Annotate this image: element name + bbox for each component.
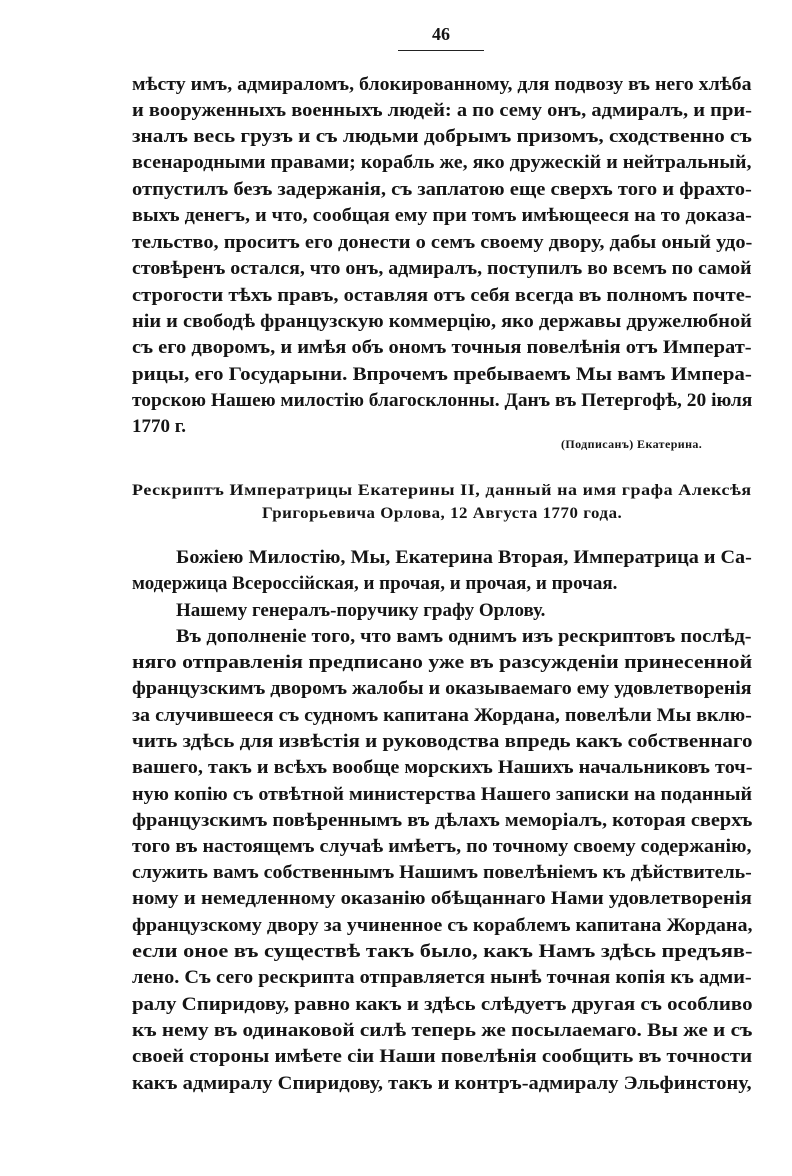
text-line: выхъ денегъ, и что, сообщая ему при томъ имѣющееся на то доказа-: [132, 205, 752, 226]
page-number: 46: [432, 24, 450, 44]
text-line: ніи и свободѣ французскую коммерцію, яко державы дружелюбной: [132, 311, 752, 332]
heading-line: Рескриптъ Императрицы Екатерины II, данный на имя графа Алексѣя: [132, 482, 752, 499]
text-line: вашего, такъ и всѣхъ вообще морскихъ Нашихъ начальниковъ точ-: [132, 757, 753, 778]
text-line: строгости тѣхъ правъ, оставляя отъ себя всегда въ полномъ почте-: [132, 285, 752, 306]
text-line: своей стороны имѣете сіи Наши повелѣнія сообщить въ точности: [132, 1046, 753, 1067]
text-line: если оное въ существѣ такъ было, какъ Намъ здѣсь предъяв-: [132, 941, 753, 962]
text-line: служить вамъ собственнымъ Нашимъ повелѣніемъ къ дѣйствитель-: [132, 862, 752, 883]
text-line: всенародными правами; корабль же, яко дружескій и нейтральный,: [132, 152, 752, 173]
text-line: стовѣренъ остался, что онъ, адмиралъ, поступилъ во всемъ по самой: [132, 258, 752, 279]
text-line: французскимъ повѣреннымъ въ дѣлахъ меморіалъ, которая сверхъ: [132, 810, 753, 831]
text-line: Въ дополненіе того, что вамъ однимъ изъ рескриптовъ послѣд-: [176, 626, 752, 647]
text-line: Божіею Милостію, Мы, Екатерина Вторая, Императрица и Са-: [176, 547, 752, 568]
text-line: торскою Нашею милостію благосклонны. Данъ въ Петергофѣ, 20 іюля: [132, 390, 753, 411]
text-line: отпустилъ безъ задержанія, съ заплатою еще сверхъ того и фрахто-: [132, 179, 752, 200]
text-line: французскимъ дворомъ жалобы и оказываемаго ему удовлетворенія: [132, 678, 752, 699]
text-line: няго отправленія предписано уже въ разсужденіи принесенной: [132, 652, 753, 673]
heading-line: Григорьевича Орлова, 12 Августа 1770 года.: [262, 505, 623, 522]
text-line: чить здѣсь для извѣстія и руководства впредь какъ собственнаго: [132, 731, 753, 752]
text-line: 1770 г.: [132, 416, 186, 437]
text-line: и вооруженныхъ военныхъ людей: а по сему онъ, адмиралъ, и при-: [132, 100, 752, 121]
text-line: Нашему генералъ-поручику графу Орлову.: [176, 600, 546, 621]
text-line: французскому двору за учиненное съ кораблемъ капитана Жордана,: [132, 915, 753, 936]
text-line: ную копію съ отвѣтной министерства Нашего записки на поданный: [132, 784, 753, 805]
text-line: за случившееся съ судномъ капитана Жордана, повелѣли Мы вклю-: [132, 705, 752, 726]
page-number-rule: [398, 50, 484, 51]
text-line: рицы, его Государыни. Впрочемъ пребываемъ Мы вамъ Импера-: [132, 364, 752, 385]
text-line: съ его дворомъ, и имѣя объ ономъ точныя повелѣнія отъ Императ-: [132, 337, 752, 358]
text-line: зналъ весь грузъ и съ людьми добрымъ призомъ, сходственно съ: [132, 126, 752, 147]
signature: (Подписанъ) Екатерина.: [561, 437, 703, 451]
text-line: къ нему въ одинаковой силѣ теперь же посылаемаго. Вы же и съ: [132, 1020, 753, 1041]
text-line: лено. Съ сего рескрипта отправляется нынѣ точная копія къ адми-: [132, 967, 752, 988]
text-line: тельство, проситъ его донести о семъ своему двору, дабы оный удо-: [132, 232, 753, 253]
text-line: какъ адмиралу Спиридову, такъ и контръ-адмиралу Эльфинстону,: [132, 1073, 752, 1094]
text-line: мѣсту имъ, адмираломъ, блокированному, для подвозу въ него хлѣба: [132, 74, 752, 95]
text-line: модержица Всероссійская, и прочая, и прочая, и прочая.: [132, 573, 618, 594]
text-line: того въ настоящемъ случаѣ имѣетъ, по точному своему содержанію,: [132, 836, 752, 857]
text-line: ному и немедленному оказанію обѣщаннаго Нами удовлетворенія: [132, 888, 752, 909]
text-line: ралу Спиридову, равно какъ и здѣсь слѣдуетъ другая съ особливо: [132, 994, 753, 1015]
